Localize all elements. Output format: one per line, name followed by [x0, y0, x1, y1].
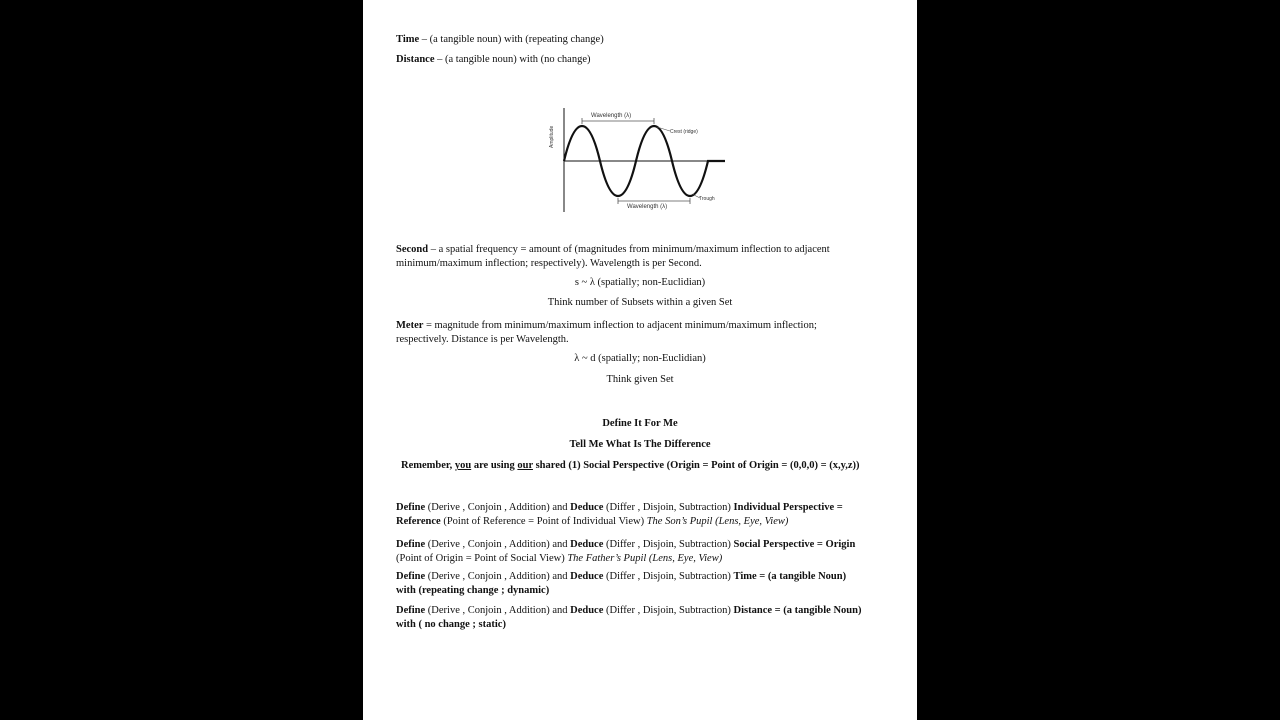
- amplitude-label: Amplitude: [549, 125, 555, 148]
- heading-define: Define It For Me: [602, 418, 678, 429]
- paragraph-distance: Define (Derive , Conjoin , Addition) and Deduce (Differ , Disjoin, Subtraction) Distance = (a tangible Noun) with ( no change ; static): [396, 605, 862, 630]
- heading-difference: Tell Me What Is The Difference: [569, 439, 711, 450]
- time-definition: [396, 33, 604, 47]
- distance-definition: [396, 53, 591, 67]
- meter-term: Meter: [396, 320, 424, 331]
- meter-think: Think given Set: [606, 374, 674, 385]
- second-formula: s ~ λ (spatially; non-Euclidian): [574, 277, 706, 288]
- time-definition-text: – (a tangible noun) with (repeating change): [419, 34, 604, 45]
- time-term: Time: [396, 34, 420, 45]
- paragraph-individual-perspective: Define (Derive , Conjoin , Addition) and Deduce (Differ , Disjoin, Subtraction) Individual Perspective = Reference (Point of Reference = Point of Individual View) The Son’s Pupil (Lens, Eye, View): [396, 502, 843, 527]
- document-page: [363, 0, 917, 720]
- wavelength-bottom-label: Wavelength (λ): [627, 204, 668, 210]
- meter-definition: Meter = magnitude from minimum/maximum inflection to adjacent minimum/maximum inflection; respectively. Distance is per Wavelength.: [396, 320, 817, 345]
- distance-definition-text: – (a tangible noun) with (no change): [434, 54, 591, 65]
- second-definition: Second – a spatial frequency = amount of (magnitudes from minimum/maximum inflection to adjacent minimum/maximum inflection; respectively). Wavelength is per Second.: [396, 244, 830, 269]
- wavelength-top-label: Wavelength (λ): [591, 113, 632, 119]
- paragraph-social-perspective: Define (Derive , Conjoin , Addition) and Deduce (Differ , Disjoin, Subtraction) Social Perspective = Origin (Point of Origin = Point of Social View) The Father’s Pupil (Lens, Eye, View): [396, 539, 856, 564]
- paragraph-time: Define (Derive , Conjoin , Addition) and Deduce (Differ , Disjoin, Subtraction) Time = (a tangible Noun) with (repeating change ; dynamic): [396, 571, 847, 596]
- second-think: Think number of Subsets within a given Set: [547, 297, 733, 308]
- remember-line: Remember, you are using our shared (1) Social Perspective (Origin = Point of Origin = (0,0,0) = (x,y,z)): [401, 460, 860, 471]
- second-term: Second: [396, 244, 429, 255]
- crest-label: Crest (ridge): [670, 129, 698, 135]
- distance-term: Distance: [396, 54, 435, 65]
- trough-label: Trough: [699, 196, 715, 202]
- wave-diagram: [549, 106, 729, 216]
- meter-formula: λ ~ d (spatially; non-Euclidian): [574, 353, 706, 364]
